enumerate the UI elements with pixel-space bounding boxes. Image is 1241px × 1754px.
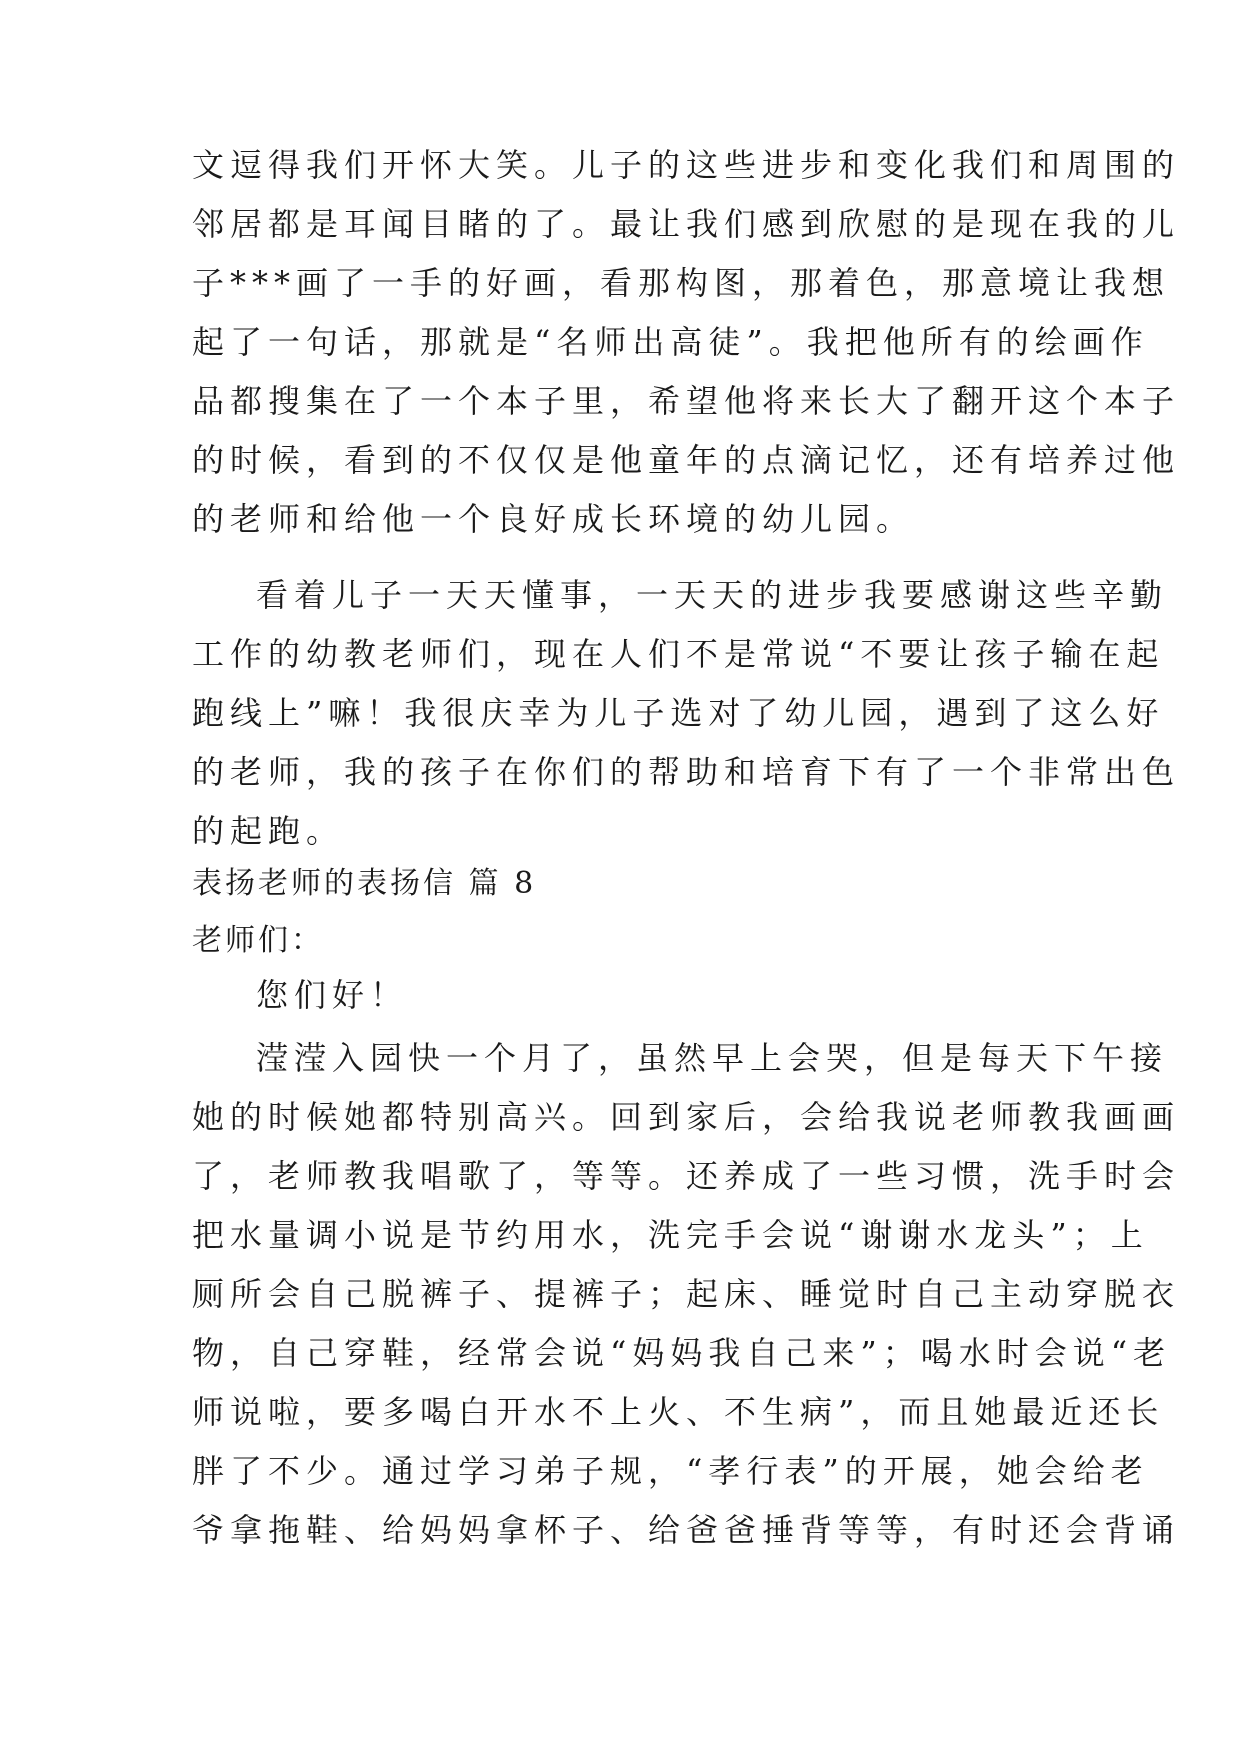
paragraph-1-line: 的老师和给他一个良好成长环境的幼儿园。 — [192, 500, 915, 538]
paragraph-3-line: 爷拿拖鞋、给妈妈拿杯子、给爸爸捶背等等，有时还会背诵 — [192, 1511, 1181, 1549]
paragraph-3-line: 胖了不少。通过学习弟子规，“孝行表”的开展，她会给老 — [192, 1452, 1149, 1490]
paragraph-2-line: 工作的幼教老师们，现在人们不是常说“不要让孩子输在起 — [192, 635, 1165, 673]
paragraph-2-first-line: 看着儿子一天天懂事，一天天的进步我要感谢这些辛勤 — [256, 576, 1169, 614]
paragraph-1-line: 品都搜集在了一个本子里，希望他将来长大了翻开这个本子 — [192, 382, 1181, 420]
section-title: 表扬老师的表扬信 篇 8 — [192, 866, 537, 901]
paragraph-1-line: 子***画了一手的好画，看那构图，那着色，那意境让我想 — [192, 264, 1171, 302]
paragraph-2-line: 跑线上”嘛！我很庆幸为儿子选对了幼儿园，遇到了这么好 — [192, 694, 1165, 732]
paragraph-3-line: 师说啦，要多喝白开水不上火、不生病”，而且她最近还长 — [192, 1393, 1165, 1431]
paragraph-2-line: 的老师，我的孩子在你们的帮助和培育下有了一个非常出色 — [192, 753, 1181, 791]
salutation: 老师们： — [192, 923, 324, 958]
paragraph-2-line: 的起跑。 — [192, 812, 345, 850]
paragraph-3 — [192, 1088, 1181, 1560]
paragraph-3-line: 厕所会自己脱裤子、提裤子；起床、睡觉时自己主动穿脱衣 — [192, 1275, 1181, 1313]
paragraph-3-line: 把水量调小说是节约用水，洗完手会说“谢谢水龙头”；上 — [192, 1216, 1149, 1254]
paragraph-3-line: 她的时候她都特别高兴。回到家后，会给我说老师教我画画 — [192, 1098, 1181, 1136]
paragraph-3-line: 物，自己穿鞋，经常会说“妈妈我自己来”；喝水时会说“老 — [192, 1334, 1172, 1372]
paragraph-2 — [192, 625, 1181, 861]
greeting: 您们好！ — [256, 976, 409, 1014]
paragraph-3-line: 了，老师教我唱歌了，等等。还养成了一些习惯，洗手时会 — [192, 1157, 1181, 1195]
paragraph-1 — [192, 136, 1181, 549]
paragraph-1-line: 的时候，看到的不仅仅是他童年的点滴记忆，还有培养过他 — [192, 441, 1181, 479]
paragraph-1-line: 文逗得我们开怀大笑。儿子的这些进步和变化我们和周围的 — [192, 146, 1181, 184]
paragraph-1-line: 起了一句话，那就是“名师出高徒”。我把他所有的绘画作 — [192, 323, 1149, 361]
paragraph-1-line: 邻居都是耳闻目睹的了。最让我们感到欣慰的是现在我的儿 — [192, 205, 1181, 243]
paragraph-3-first-line: 滢滢入园快一个月了，虽然早上会哭，但是每天下午接 — [256, 1039, 1169, 1077]
